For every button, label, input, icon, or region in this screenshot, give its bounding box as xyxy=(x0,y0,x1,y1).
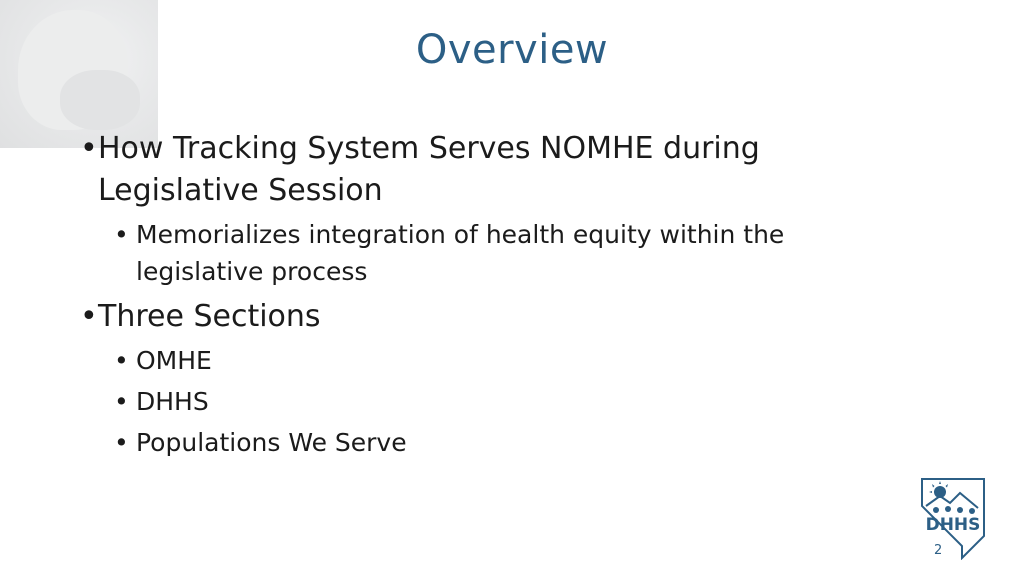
bullet-item-tracking-system xyxy=(74,128,894,212)
sun-icon xyxy=(929,481,948,498)
logo-text: DHHS xyxy=(925,515,981,535)
bullet-list xyxy=(74,126,894,461)
sub-bullet-text: DHHS xyxy=(136,387,209,416)
sub-bullet-item xyxy=(74,342,894,379)
bullet-icon: • xyxy=(80,299,98,334)
sub-bullet-item xyxy=(74,216,894,290)
sub-bullet-text: Populations We Serve xyxy=(136,428,407,457)
sub-bullet-text: OMHE xyxy=(136,346,212,375)
bullet-icon: • xyxy=(80,131,98,166)
people-icon xyxy=(933,506,975,514)
mountain-icon xyxy=(926,493,978,508)
bullet-icon: • xyxy=(114,387,129,416)
slide-title: Overview xyxy=(415,27,609,73)
dhhs-nevada-logo xyxy=(918,476,988,560)
bullet-icon: • xyxy=(114,428,129,457)
bullet-icon: • xyxy=(114,220,129,249)
bullet-item-three-sections xyxy=(74,296,894,338)
sub-bullet-item xyxy=(74,383,894,420)
page-number: 2 xyxy=(934,543,943,558)
sub-bullet-item xyxy=(74,424,894,461)
bullet-text: How Tracking System Serves NOMHE during Legislative Session xyxy=(98,131,760,208)
sub-bullet-text: Memorializes integration of health equity within the legislative process xyxy=(136,220,785,286)
bullet-icon: • xyxy=(114,346,129,375)
bullet-text: Three Sections xyxy=(98,299,321,334)
